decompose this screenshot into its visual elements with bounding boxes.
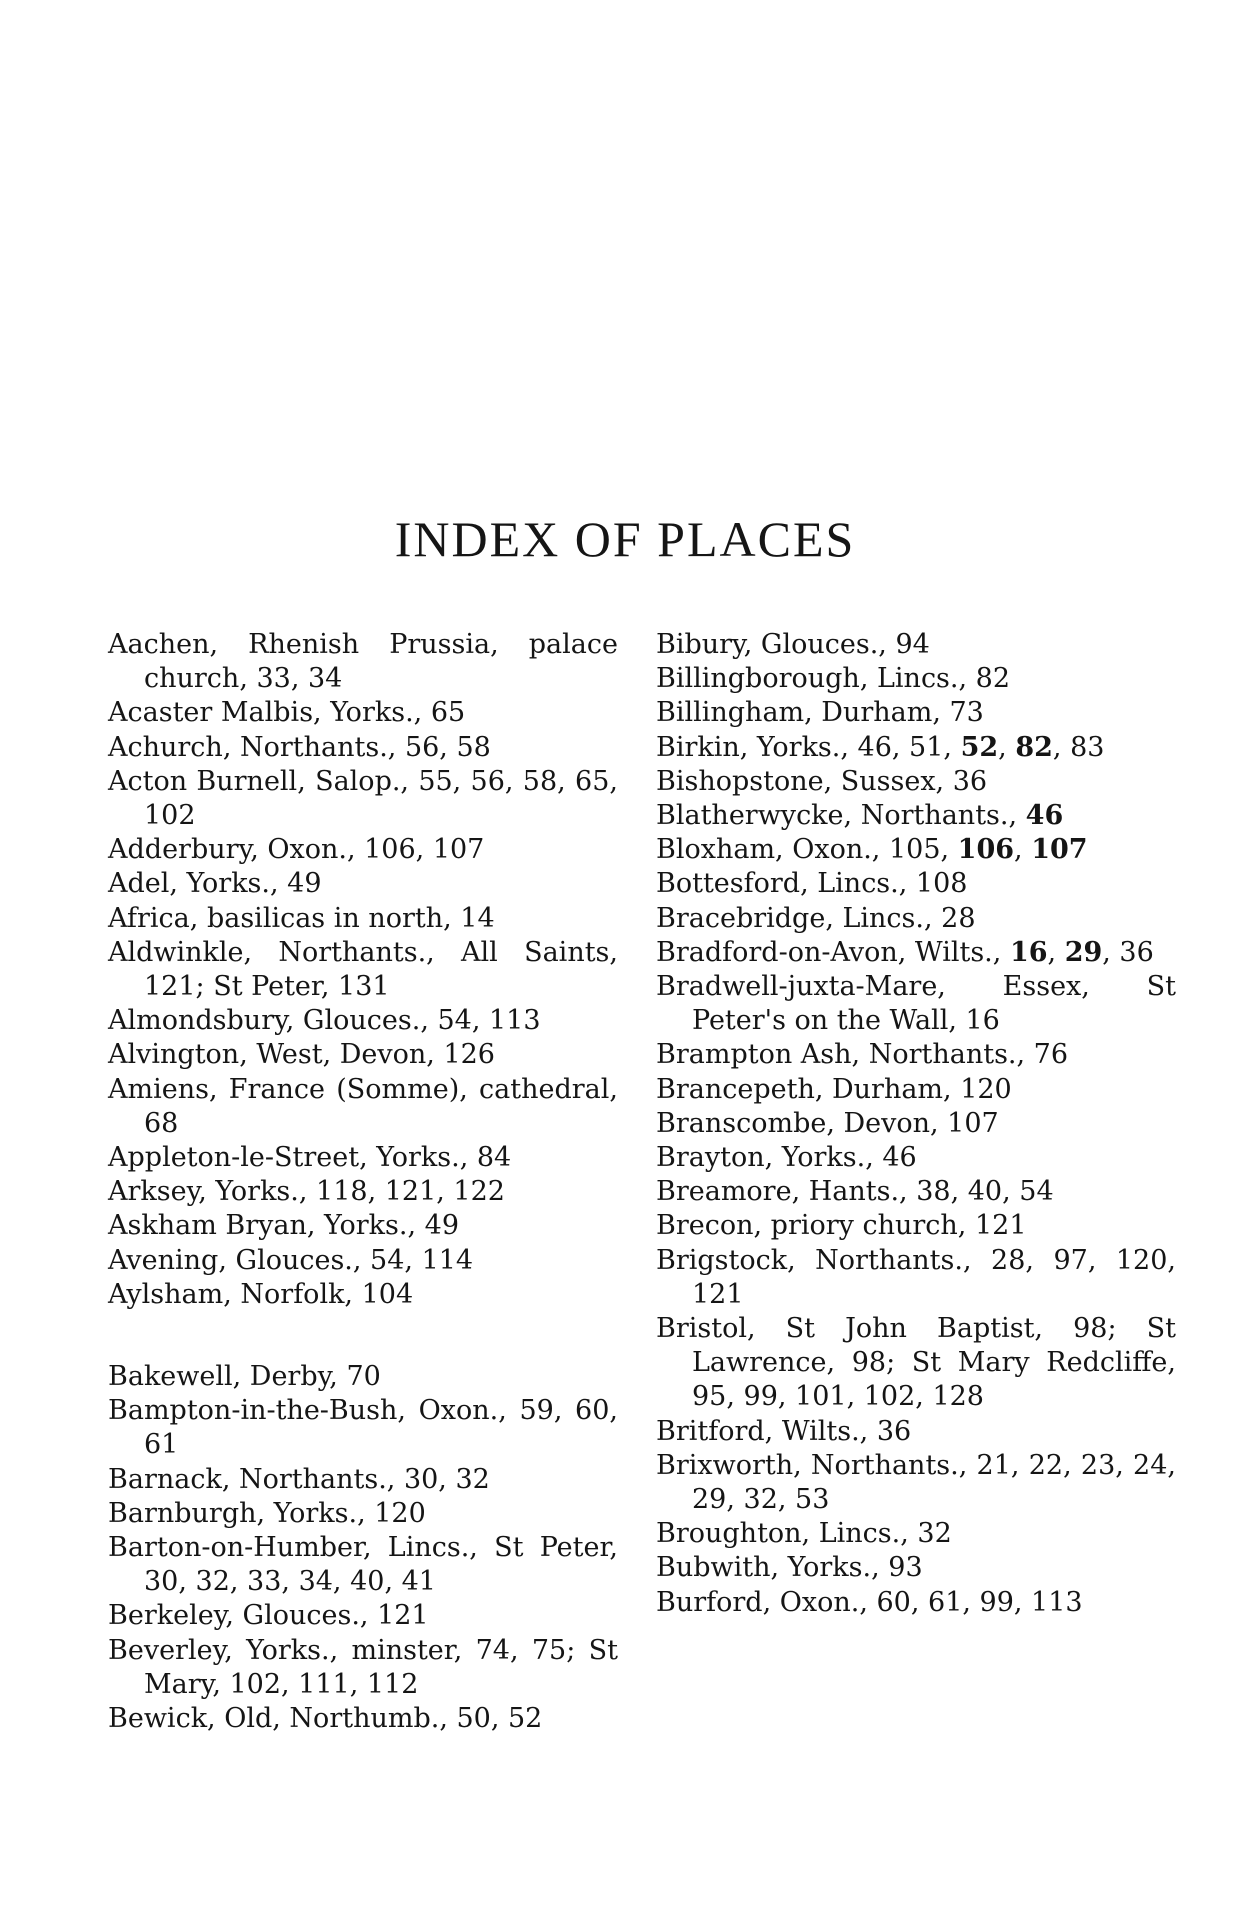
index-entry-text: Billingham, Durham, 73: [656, 697, 984, 729]
index-entry: [656, 1586, 1176, 1620]
index-entry-text: Brayton, Yorks., 46: [656, 1142, 917, 1174]
index-entry: [108, 1634, 618, 1702]
index-entry-text: Almondsbury, Glouces., 54, 113: [108, 1005, 541, 1037]
index-entry: [656, 765, 1176, 799]
index-entry: [108, 867, 618, 901]
index-entry-bold-ref: 46: [1025, 800, 1064, 832]
index-entry: [108, 1244, 618, 1278]
page-title: INDEX OF PLACES: [394, 511, 856, 567]
index-entry: [656, 970, 1176, 1038]
index-entry: [108, 628, 618, 696]
index-entry-text: Brampton Ash, Northants., 76: [656, 1039, 1069, 1071]
index-entry-text: Barnack, Northants., 30, 32: [108, 1463, 490, 1495]
index-entry-text: Bottesford, Lincs., 108: [656, 868, 968, 900]
index-entry-text: Brixworth, Northants., 21, 22, 23, 24, 29, 32, 53: [656, 1449, 1176, 1516]
index-entry-bold-ref: 107: [1031, 834, 1088, 866]
index-entry-text: Acton Burnell, Salop., 55, 56, 58, 65, 102: [108, 765, 618, 832]
index-entry-bold-ref: 106: [957, 834, 1015, 866]
index-entry-bold-ref: 52: [960, 731, 999, 763]
index-entry: [656, 799, 1176, 833]
index-entry: [108, 1038, 618, 1072]
index-entry-text: , 36: [1102, 936, 1154, 968]
index-entry-text: Branscombe, Devon, 107: [656, 1107, 999, 1139]
index-entry-text: Bishopstone, Sussex, 36: [656, 765, 988, 797]
index-entry: [656, 833, 1176, 867]
index-entry: [656, 696, 1176, 730]
index-entry-text: Barnburgh, Yorks., 120: [108, 1497, 426, 1529]
index-entry: [656, 1175, 1176, 1209]
index-entry: [108, 731, 618, 765]
index-entry: [108, 1531, 618, 1599]
index-entry: [656, 1141, 1176, 1175]
index-entry-text: Bradford-on-Avon, Wilts.,: [656, 936, 1010, 968]
index-entry-text: Billingborough, Lincs., 82: [656, 663, 1011, 695]
letter-group-spacer: [108, 1312, 618, 1360]
index-entry-text: ,: [1014, 834, 1032, 866]
index-entry-text: Aylsham, Norfolk, 104: [108, 1278, 414, 1310]
index-entry: [656, 1312, 1176, 1415]
index-entry: [656, 1415, 1176, 1449]
index-entry-text: Britford, Wilts., 36: [656, 1415, 912, 1447]
index-entry-text: Breamore, Hants., 38, 40, 54: [656, 1176, 1054, 1208]
index-entry-text: Bradwell-juxta-Mare, Essex, St Peter's on the Wall, 16: [656, 971, 1176, 1037]
index-entry: [656, 1517, 1176, 1551]
index-entry-text: Aldwinkle, Northants., All Saints, 121; St Peter, 131: [108, 936, 618, 1003]
index-entry: [108, 1141, 618, 1175]
index-entry: [656, 1038, 1176, 1072]
index-entry: [656, 731, 1176, 765]
index-entry-text: Bibury, Glouces., 94: [656, 629, 930, 660]
index-entry: [656, 936, 1176, 970]
index-entry-text: Aachen, Rhenish Prussia, palace church, 33, 34: [108, 629, 618, 695]
index-entry-text: Avening, Glouces., 54, 114: [108, 1244, 474, 1276]
index-entry-text: Amiens, France (Somme), cathedral, 68: [108, 1073, 618, 1139]
index-entry: [656, 1209, 1176, 1243]
index-column-left: [108, 628, 618, 1736]
index-entry: [108, 1599, 618, 1633]
index-entry-text: Blatherwycke, Northants.,: [656, 800, 1026, 832]
index-entry-text: Bampton-in-the-Bush, Oxon., 59, 60, 61: [108, 1395, 618, 1461]
index-entry: [108, 1004, 618, 1038]
index-entry: [656, 1449, 1176, 1517]
index-entry: [656, 628, 1176, 662]
index-entry-text: Achurch, Northants., 56, 58: [108, 731, 491, 763]
index-entry-text: Broughton, Lincs., 32: [656, 1518, 952, 1550]
index-entry: [108, 833, 618, 867]
index-entry: [656, 902, 1176, 936]
index-entry-text: Beverley, Yorks., minster, 74, 75; St Mary, 102, 111, 112: [108, 1634, 618, 1700]
index-entry: [108, 1360, 618, 1394]
index-entry-text: Appleton-le-Street, Yorks., 84: [108, 1142, 512, 1174]
index-entry-text: , 83: [1052, 731, 1105, 763]
index-entry-bold-ref: 82: [1015, 731, 1053, 763]
index-entry-text: Barton-on-Humber, Lincs., St Peter, 30, 32, 33, 34, 40, 41: [108, 1532, 618, 1598]
index-entry-text: Adel, Yorks., 49: [108, 868, 322, 900]
index-entry-text: Brigstock, Northants., 28, 97, 120, 121: [656, 1244, 1176, 1310]
index-entry-text: Adderbury, Oxon., 106, 107: [108, 834, 485, 866]
index-entry: [108, 765, 618, 833]
index-entry: [108, 1209, 618, 1243]
index-entry-text: ,: [1047, 936, 1065, 968]
index-column-right: [656, 628, 1176, 1620]
index-entry-bold-ref: 16: [1009, 936, 1048, 968]
index-entry-bold-ref: 29: [1064, 936, 1103, 968]
index-entry-text: Burford, Oxon., 60, 61, 99, 113: [656, 1586, 1083, 1618]
index-entry-text: Bristol, St John Baptist, 98; St Lawrence, 98; St Mary Redcliffe, 95, 99, 101, 102, 128: [656, 1313, 1176, 1413]
index-entry: [108, 1463, 618, 1497]
index-entry: [108, 1497, 618, 1531]
index-entry-text: ,: [998, 731, 1016, 763]
index-entry: [108, 1394, 618, 1462]
index-entry-text: Bakewell, Derby, 70: [108, 1361, 381, 1393]
index-entry: [108, 936, 618, 1004]
index-entry-text: Alvington, West, Devon, 126: [108, 1039, 495, 1071]
index-entry: [656, 867, 1176, 901]
index-entry-text: Brancepeth, Durham, 120: [656, 1073, 1012, 1105]
index-entry: [656, 1244, 1176, 1312]
index-entry: [108, 696, 618, 730]
index-entry-text: Bewick, Old, Northumb., 50, 52: [108, 1703, 543, 1735]
index-entry: [656, 1073, 1176, 1107]
index-entry: [656, 1107, 1176, 1141]
index-entry-text: Brecon, priory church, 121: [656, 1210, 1027, 1242]
index-entry-text: Arksey, Yorks., 118, 121, 122: [108, 1176, 505, 1208]
index-entry-text: Birkin, Yorks., 46, 51,: [656, 731, 961, 763]
index-entry: [656, 662, 1176, 696]
index-entry: [108, 1278, 618, 1312]
index-entry: [108, 1702, 618, 1736]
index-entry-text: Berkeley, Glouces., 121: [108, 1600, 429, 1632]
index-entry-text: Africa, basilicas in north, 14: [108, 902, 495, 934]
index-entry: [108, 1175, 618, 1209]
index-entry: [108, 902, 618, 936]
index-entry: [108, 1073, 618, 1141]
index-entry-text: Bracebridge, Lincs., 28: [656, 902, 976, 934]
index-entry-text: Askham Bryan, Yorks., 49: [108, 1210, 459, 1242]
index-entry-text: Acaster Malbis, Yorks., 65: [108, 697, 466, 729]
index-entry-text: Bubwith, Yorks., 93: [656, 1552, 923, 1584]
index-entry: [656, 1551, 1176, 1585]
index-entry-text: Bloxham, Oxon., 105,: [656, 834, 958, 866]
